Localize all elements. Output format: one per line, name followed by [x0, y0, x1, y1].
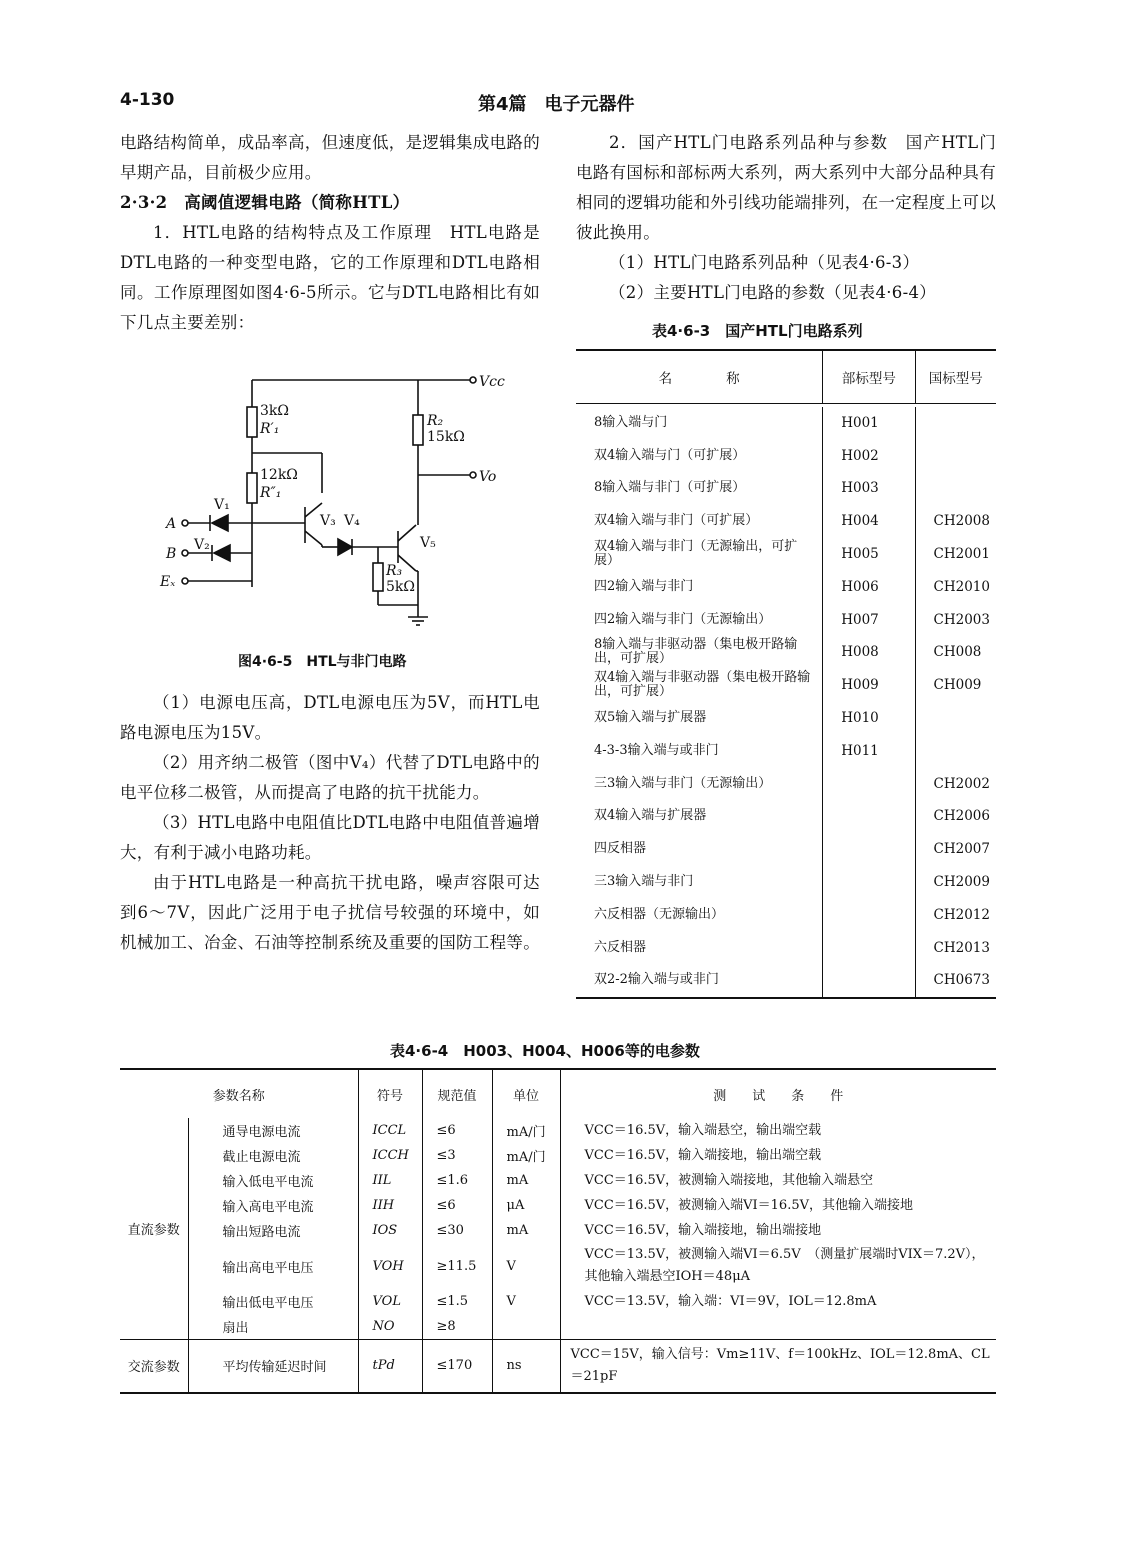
cell-ministry-model: H007	[823, 603, 915, 636]
cell-name: 双4输入端与非门（可扩展）	[594, 513, 759, 529]
cell-name: 六反相器（无源输出）	[594, 906, 725, 922]
cell-ministry-model: H002	[823, 439, 915, 472]
table3-title: 表4·6-3 国产HTL门电路系列	[652, 322, 863, 340]
table-row	[120, 1340, 996, 1392]
cell-ministry-model	[823, 833, 915, 866]
cell-name: 四2输入端与非门（无源输出）	[594, 611, 772, 627]
r1p-label: R′₁	[260, 421, 280, 437]
paragraph: 2．国产HTL门电路系列品种与参数 国产HTL门电路有国标和部标两大系列，两大系列中大部分品种具有相同的逻辑功能和外引线功能端排列，在一定程度上可以彼此换用。	[576, 133, 996, 242]
cell-national-model: CH2001	[915, 538, 996, 571]
cell-national-model: CH008	[915, 636, 996, 669]
paragraph: 1．HTL电路的结构特点及工作原理 HTL电路是DTL电路的一种变型电路，它的工作原理和DTL电路相同。工作原理图如图4·6-5所示。它与DTL电路相比有如下几点主要差别：	[120, 223, 540, 332]
cell-national-model: CH2003	[915, 603, 996, 636]
cell-national-model: CH2012	[915, 898, 996, 931]
table-row	[120, 1243, 996, 1289]
cell-name: 四2输入端与非门	[594, 578, 694, 594]
cell-name: 扇出	[222, 1320, 249, 1336]
cell-val: ≤170	[422, 1340, 492, 1392]
v2-label: V₂	[194, 537, 210, 553]
cell-cond: VCC＝16.5V，输入端接地，输出端接地	[560, 1218, 996, 1243]
list-item: （1）HTL门电路系列品种（见表4·6-3）	[609, 253, 920, 272]
point-3: （3）HTL电路中电阻值比DTL电路中电阻值普遍增大，有利于减小电路功耗。	[120, 813, 540, 862]
cell-name: 双2-2输入端与或非门	[594, 972, 719, 988]
cell-name: 双4输入端与非驱动器（集电极开路输出，可扩展）	[594, 670, 811, 700]
table4-body	[120, 1118, 996, 1392]
cell-name: 输入高电平电流	[222, 1200, 314, 1215]
cell-ministry-model: H003	[823, 472, 915, 505]
v1-label: V₁	[214, 497, 230, 513]
cell-national-model	[915, 407, 996, 440]
cell-name: 截止电源电流	[222, 1150, 301, 1165]
r2-value: 15kΩ	[427, 429, 465, 445]
cell-name: 输出短路电流	[222, 1225, 301, 1240]
table-row	[576, 603, 996, 636]
cell-val: ≤1.5	[422, 1289, 492, 1314]
cell-name: 输入低电平电流	[222, 1175, 314, 1190]
cell-ministry-model: H009	[823, 669, 915, 702]
cell-ministry-model	[823, 964, 915, 997]
cell-name: 双5输入端与扩展器	[594, 710, 707, 726]
table-row	[576, 669, 996, 702]
cell-national-model	[915, 439, 996, 472]
left-column-bottom	[120, 688, 540, 958]
vcc-label: Vcc	[479, 374, 505, 390]
table4-title: 表4·6-4 H003、H004、H006等的电参数	[390, 1042, 700, 1060]
cell-name: 三3输入端与非门（无源输出）	[594, 775, 772, 791]
cell-cond	[560, 1314, 996, 1339]
cell-name: 8输入端与非驱动器（集电极开路输出，可扩展）	[594, 637, 798, 667]
table-row	[576, 570, 996, 603]
cell-name: 输出高电平电压	[222, 1260, 314, 1276]
cell-unit: mA/门	[492, 1118, 560, 1143]
table-row	[576, 833, 996, 866]
table-row	[576, 505, 996, 538]
cell-cond: VCC＝13.5V，输入端：VI＝9V，IOL＝12.8mA	[560, 1289, 996, 1314]
table3-header: 名 称 部标型号 国标型号	[576, 351, 996, 404]
table-row	[120, 1289, 996, 1314]
cell-ministry-model: H010	[823, 702, 915, 735]
cell-sym: IOS	[358, 1218, 422, 1243]
left-column-top	[120, 128, 540, 338]
cell-sym: tPd	[358, 1340, 422, 1392]
cell-unit: mA/门	[492, 1143, 560, 1168]
table-row	[576, 866, 996, 899]
cell-name: 双4输入端与扩展器	[594, 808, 707, 824]
cell-ministry-model: H004	[823, 505, 915, 538]
cell-name: 三3输入端与非门	[594, 874, 694, 890]
cell-sym: IIL	[358, 1168, 422, 1193]
table-row	[120, 1118, 996, 1143]
cell-val: ≥8	[422, 1314, 492, 1339]
cell-sym: VOH	[358, 1243, 422, 1289]
cell-val: ≤1.6	[422, 1168, 492, 1193]
cell-cond: VCC＝16.5V，输入端接地，输出端空载	[560, 1143, 996, 1168]
cell-unit: μA	[492, 1193, 560, 1218]
list-item: （2）主要HTL门电路的参数（见表4·6-4）	[609, 283, 937, 302]
cell-national-model: CH2008	[915, 505, 996, 538]
cell-unit: V	[492, 1289, 560, 1314]
point-1: （1）电源电压高，DTL电源电压为5V，而HTL电路电源电压为15V。	[120, 693, 540, 742]
r3-label: R₃	[386, 563, 403, 579]
cell-name: 六反相器	[594, 939, 647, 955]
section-heading: 2·3·2 高阈值逻辑电路（简称HTL）	[120, 193, 410, 212]
table4	[120, 1068, 996, 1394]
cell-ministry-model	[823, 767, 915, 800]
cell-ministry-model	[823, 931, 915, 964]
paragraph: 由于HTL电路是一种高抗干扰电路，噪声容限可达到6～7V，因此广泛用于电子扰信号较强的环境中，如机械加工、冶金、石油等控制系统及重要的国防工程等。	[120, 873, 540, 952]
cell-national-model: CH2006	[915, 800, 996, 833]
cell-ministry-model: H011	[823, 734, 915, 767]
table3-body	[576, 407, 996, 997]
cell-name: 4-3-3输入端与或非门	[594, 742, 719, 758]
cell-name: 输出低电平电压	[222, 1296, 314, 1311]
table-row	[576, 702, 996, 735]
table-row	[576, 472, 996, 505]
input-b-label: B	[166, 546, 177, 562]
cell-sym: IIH	[358, 1193, 422, 1218]
cell-cond: VCC＝16.5V，被测输入端接地，其他输入端悬空	[560, 1168, 996, 1193]
cell-ministry-model: H001	[823, 407, 915, 440]
table-row	[120, 1314, 996, 1339]
cell-national-model: CH009	[915, 669, 996, 702]
table-row	[120, 1218, 996, 1243]
v5-label: V₅	[420, 535, 436, 551]
r1pp-label: R″₁	[260, 485, 282, 501]
cell-val: ≤3	[422, 1143, 492, 1168]
htl-nand-circuit-diagram	[150, 365, 530, 635]
cell-unit: mA	[492, 1168, 560, 1193]
table-row	[576, 964, 996, 997]
cell-unit: ns	[492, 1340, 560, 1392]
cell-national-model	[915, 472, 996, 505]
cell-name: 四反相器	[594, 841, 647, 857]
cell-cond: VCC＝16.5V，输入端悬空，输出端空载	[560, 1118, 996, 1143]
chapter-title: 第4篇 电子元器件	[478, 94, 635, 115]
cell-national-model	[915, 734, 996, 767]
dc-group-label: 直流参数	[120, 1118, 188, 1339]
table-row	[576, 407, 996, 440]
cell-unit: mA	[492, 1218, 560, 1243]
cell-national-model: CH0673	[915, 964, 996, 997]
cell-name: 平均传输延迟时间	[222, 1360, 327, 1375]
figure-caption: 图4·6-5 HTL与非门电路	[238, 654, 407, 670]
r1p-value: 3kΩ	[260, 403, 289, 419]
r1pp-value: 12kΩ	[260, 467, 298, 483]
cell-national-model: CH2010	[915, 570, 996, 603]
cell-national-model: CH2007	[915, 833, 996, 866]
input-ex-label: Eₓ	[160, 574, 176, 590]
cell-name: 8输入端与非门（可扩展）	[594, 480, 746, 496]
cell-cond: VCC＝16.5V，被测输入端VI＝16.5V，其他输入端接地	[560, 1193, 996, 1218]
cell-national-model	[915, 702, 996, 735]
paragraph: 电路结构简单，成品率高，但速度低，是逻辑集成电路的早期产品，目前极少应用。	[120, 133, 540, 182]
table-row	[576, 898, 996, 931]
cell-ministry-model: H006	[823, 570, 915, 603]
r3-value: 5kΩ	[386, 579, 415, 595]
cell-national-model: CH2002	[915, 767, 996, 800]
cell-unit: V	[492, 1243, 560, 1289]
cell-national-model: CH2009	[915, 866, 996, 899]
input-a-label: A	[166, 516, 177, 532]
cell-val: ≤30	[422, 1218, 492, 1243]
cell-ministry-model: H008	[823, 636, 915, 669]
ac-group-label: 交流参数	[120, 1340, 188, 1392]
table-row	[576, 800, 996, 833]
cell-name: 双4输入端与非门（无源输出，可扩展）	[594, 539, 798, 569]
cell-sym: VOL	[358, 1289, 422, 1314]
cell-ministry-model: H005	[823, 538, 915, 571]
table-row	[576, 734, 996, 767]
table-row	[576, 636, 996, 669]
table-row	[120, 1168, 996, 1193]
table-row	[120, 1193, 996, 1218]
cell-sym: NO	[358, 1314, 422, 1339]
cell-name: 8输入端与门	[594, 414, 668, 430]
cell-ministry-model	[823, 866, 915, 899]
point-2: （2）用齐纳二极管（图中V₄）代替了DTL电路中的电平位移二极管，从而提高了电路的抗干扰能力。	[120, 753, 540, 802]
cell-cond: VCC＝15V，输入信号：Vm≥11V、f＝100kHz、IOL＝12.8mA、CL＝21pF	[560, 1340, 996, 1392]
page-number: 4-130	[120, 90, 175, 110]
cell-unit	[492, 1314, 560, 1339]
table3	[576, 349, 996, 999]
table-row	[576, 767, 996, 800]
cell-val: ≤6	[422, 1193, 492, 1218]
table-row	[576, 538, 996, 571]
table-row	[576, 439, 996, 472]
cell-ministry-model	[823, 800, 915, 833]
cell-val: ≤6	[422, 1118, 492, 1143]
r2-label: R₂	[427, 413, 444, 429]
table4-header: 参数名称 符号 规范值 单位 测 试 条 件	[120, 1070, 996, 1118]
cell-national-model: CH2013	[915, 931, 996, 964]
table-row	[120, 1143, 996, 1168]
cell-sym: ICCH	[358, 1143, 422, 1168]
v4-label: V₄	[344, 513, 360, 529]
cell-name: 通导电源电流	[222, 1125, 301, 1140]
cell-cond: VCC＝13.5V，被测输入端VI＝6.5V （测量扩展端时VIX＝7.2V），其他输入端悬空IOH＝48μA	[560, 1243, 996, 1289]
cell-ministry-model	[823, 898, 915, 931]
vo-label: Vo	[479, 469, 497, 485]
cell-name: 双4输入端与门（可扩展）	[594, 447, 746, 463]
table-row	[576, 931, 996, 964]
v3-label: V₃	[320, 513, 336, 529]
right-column-top	[576, 128, 996, 308]
cell-val: ≥11.5	[422, 1243, 492, 1289]
cell-sym: ICCL	[358, 1118, 422, 1143]
